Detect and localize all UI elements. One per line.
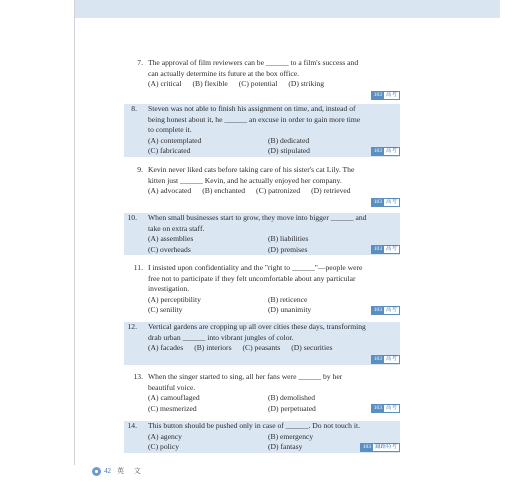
question-number: 9.: [137, 165, 143, 174]
option-a: (A) advocated: [148, 186, 192, 196]
option-c: (C) fabricated: [148, 146, 191, 156]
question-12: [124, 322, 400, 365]
option-d: (D) unanimity: [268, 305, 312, 315]
option-b: (B) demolished: [268, 393, 316, 403]
exam-source-badge: 103 高考: [371, 245, 400, 254]
question-line: When small businesses start to grow, they move into bigger ______ and: [148, 213, 367, 222]
question-line: investigation.: [148, 284, 190, 294]
question-line: being honest about it, he ______ an excuse in order to gain more time: [148, 114, 361, 124]
question-7: [127, 58, 400, 101]
exam-source-badge: 103 高考: [371, 404, 400, 413]
question-number: 8.: [131, 104, 137, 113]
question-line: take on extra staff.: [148, 223, 205, 233]
option-a: (A) critical: [148, 79, 182, 89]
question-line: This button should be pushed only in case of ______. Do not touch it.: [148, 421, 360, 430]
option-b: (B) flexible: [192, 79, 228, 89]
options: [148, 136, 400, 157]
option-d: (D) securities: [291, 343, 333, 353]
question-line: When the singer started to sing, all her fans were ______ by her: [148, 372, 343, 381]
question-number: 14.: [127, 421, 137, 430]
question-13: [127, 372, 400, 414]
question-line: to complete it.: [148, 125, 192, 135]
option-b: (B) interiors: [194, 343, 232, 353]
question-14: [124, 421, 400, 453]
option-a: (A) facades: [148, 343, 184, 353]
option-d: (D) premises: [268, 244, 308, 254]
exam-source-badge: 103 高考: [371, 306, 400, 315]
option-c: (C) overheads: [148, 244, 191, 254]
exam-source-badge: 103 鐵路特考: [360, 443, 400, 452]
question-line: can actually determine its future at the box office.: [148, 68, 300, 78]
option-b: (B) dedicated: [268, 135, 310, 145]
question-number: 10.: [127, 213, 137, 222]
question-line: free not to participate if they felt uncomfortable about any particular: [148, 273, 356, 283]
option-a: (A) camouflaged: [148, 393, 200, 403]
question-number: 13.: [133, 372, 143, 381]
page-footer: [92, 466, 145, 476]
options: [148, 79, 400, 90]
option-c: (C) policy: [148, 442, 180, 452]
option-d: (D) retrieved: [311, 186, 351, 196]
question-line: I insisted upon confidentiality and the "right to ______"—people were: [148, 263, 363, 272]
option-c: (C) potential: [238, 79, 278, 89]
option-d: (D) perpetuated: [268, 403, 316, 413]
option-d: (D) stipulated: [268, 146, 310, 156]
option-a: (A) assemblies: [148, 234, 194, 244]
options: [148, 343, 400, 354]
question-line: Kevin never liked cats before taking care of his sister's cat Lily. The: [148, 165, 355, 174]
exam-source-badge: 103 高考: [371, 198, 400, 207]
option-c: (C) peasants: [242, 343, 281, 353]
subject-label: 英 文: [117, 467, 145, 475]
page-number: 42: [104, 467, 111, 475]
question-11: [127, 263, 400, 316]
question-number: 11.: [133, 263, 143, 272]
option-b: (B) emergency: [268, 431, 314, 441]
options: [148, 234, 400, 255]
option-d: (D) striking: [288, 79, 324, 89]
question-line: The approval of film reviewers can be ______ to a film's success and: [148, 58, 359, 67]
option-c: (C) senility: [148, 305, 183, 315]
question-line: Vertical gardens are cropping up all over cities these days, transforming: [148, 322, 366, 331]
question-line: beautiful voice.: [148, 382, 196, 392]
option-a: (A) contemplated: [148, 135, 202, 145]
publisher-logo-icon: [92, 467, 101, 476]
question-number: 12.: [127, 322, 137, 331]
option-c: (C) mesmerized: [148, 403, 197, 413]
question-8: [124, 104, 400, 157]
question-line: drab urban ______ into vibrant jungles of color.: [148, 332, 294, 342]
options: [148, 393, 400, 414]
exam-source-badge: 103 高考: [371, 147, 400, 156]
option-a: (A) agency: [148, 431, 182, 441]
header-band: [75, 0, 500, 18]
option-b: (B) liabilities: [268, 234, 309, 244]
option-b: (B) enchanted: [202, 186, 246, 196]
question-line: Steven was not able to finish his assignment on time, and, instead of: [148, 104, 356, 113]
question-line: kitten just ______ Kevin, and he actually enjoyed her company.: [148, 175, 342, 185]
question-number: 7.: [137, 58, 143, 67]
question-10: [124, 213, 400, 255]
exam-source-badge: 103 高考: [371, 355, 400, 364]
option-c: (C) patronized: [256, 186, 301, 196]
options: [148, 295, 400, 316]
exam-source-badge: 103 高考: [371, 91, 400, 100]
option-b: (B) reticence: [268, 294, 308, 304]
page-margin-rule: [74, 0, 75, 465]
options: [148, 186, 400, 197]
option-d: (D) fantasy: [268, 442, 303, 452]
question-9: [127, 165, 400, 208]
option-a: (A) perceptibility: [148, 294, 201, 304]
